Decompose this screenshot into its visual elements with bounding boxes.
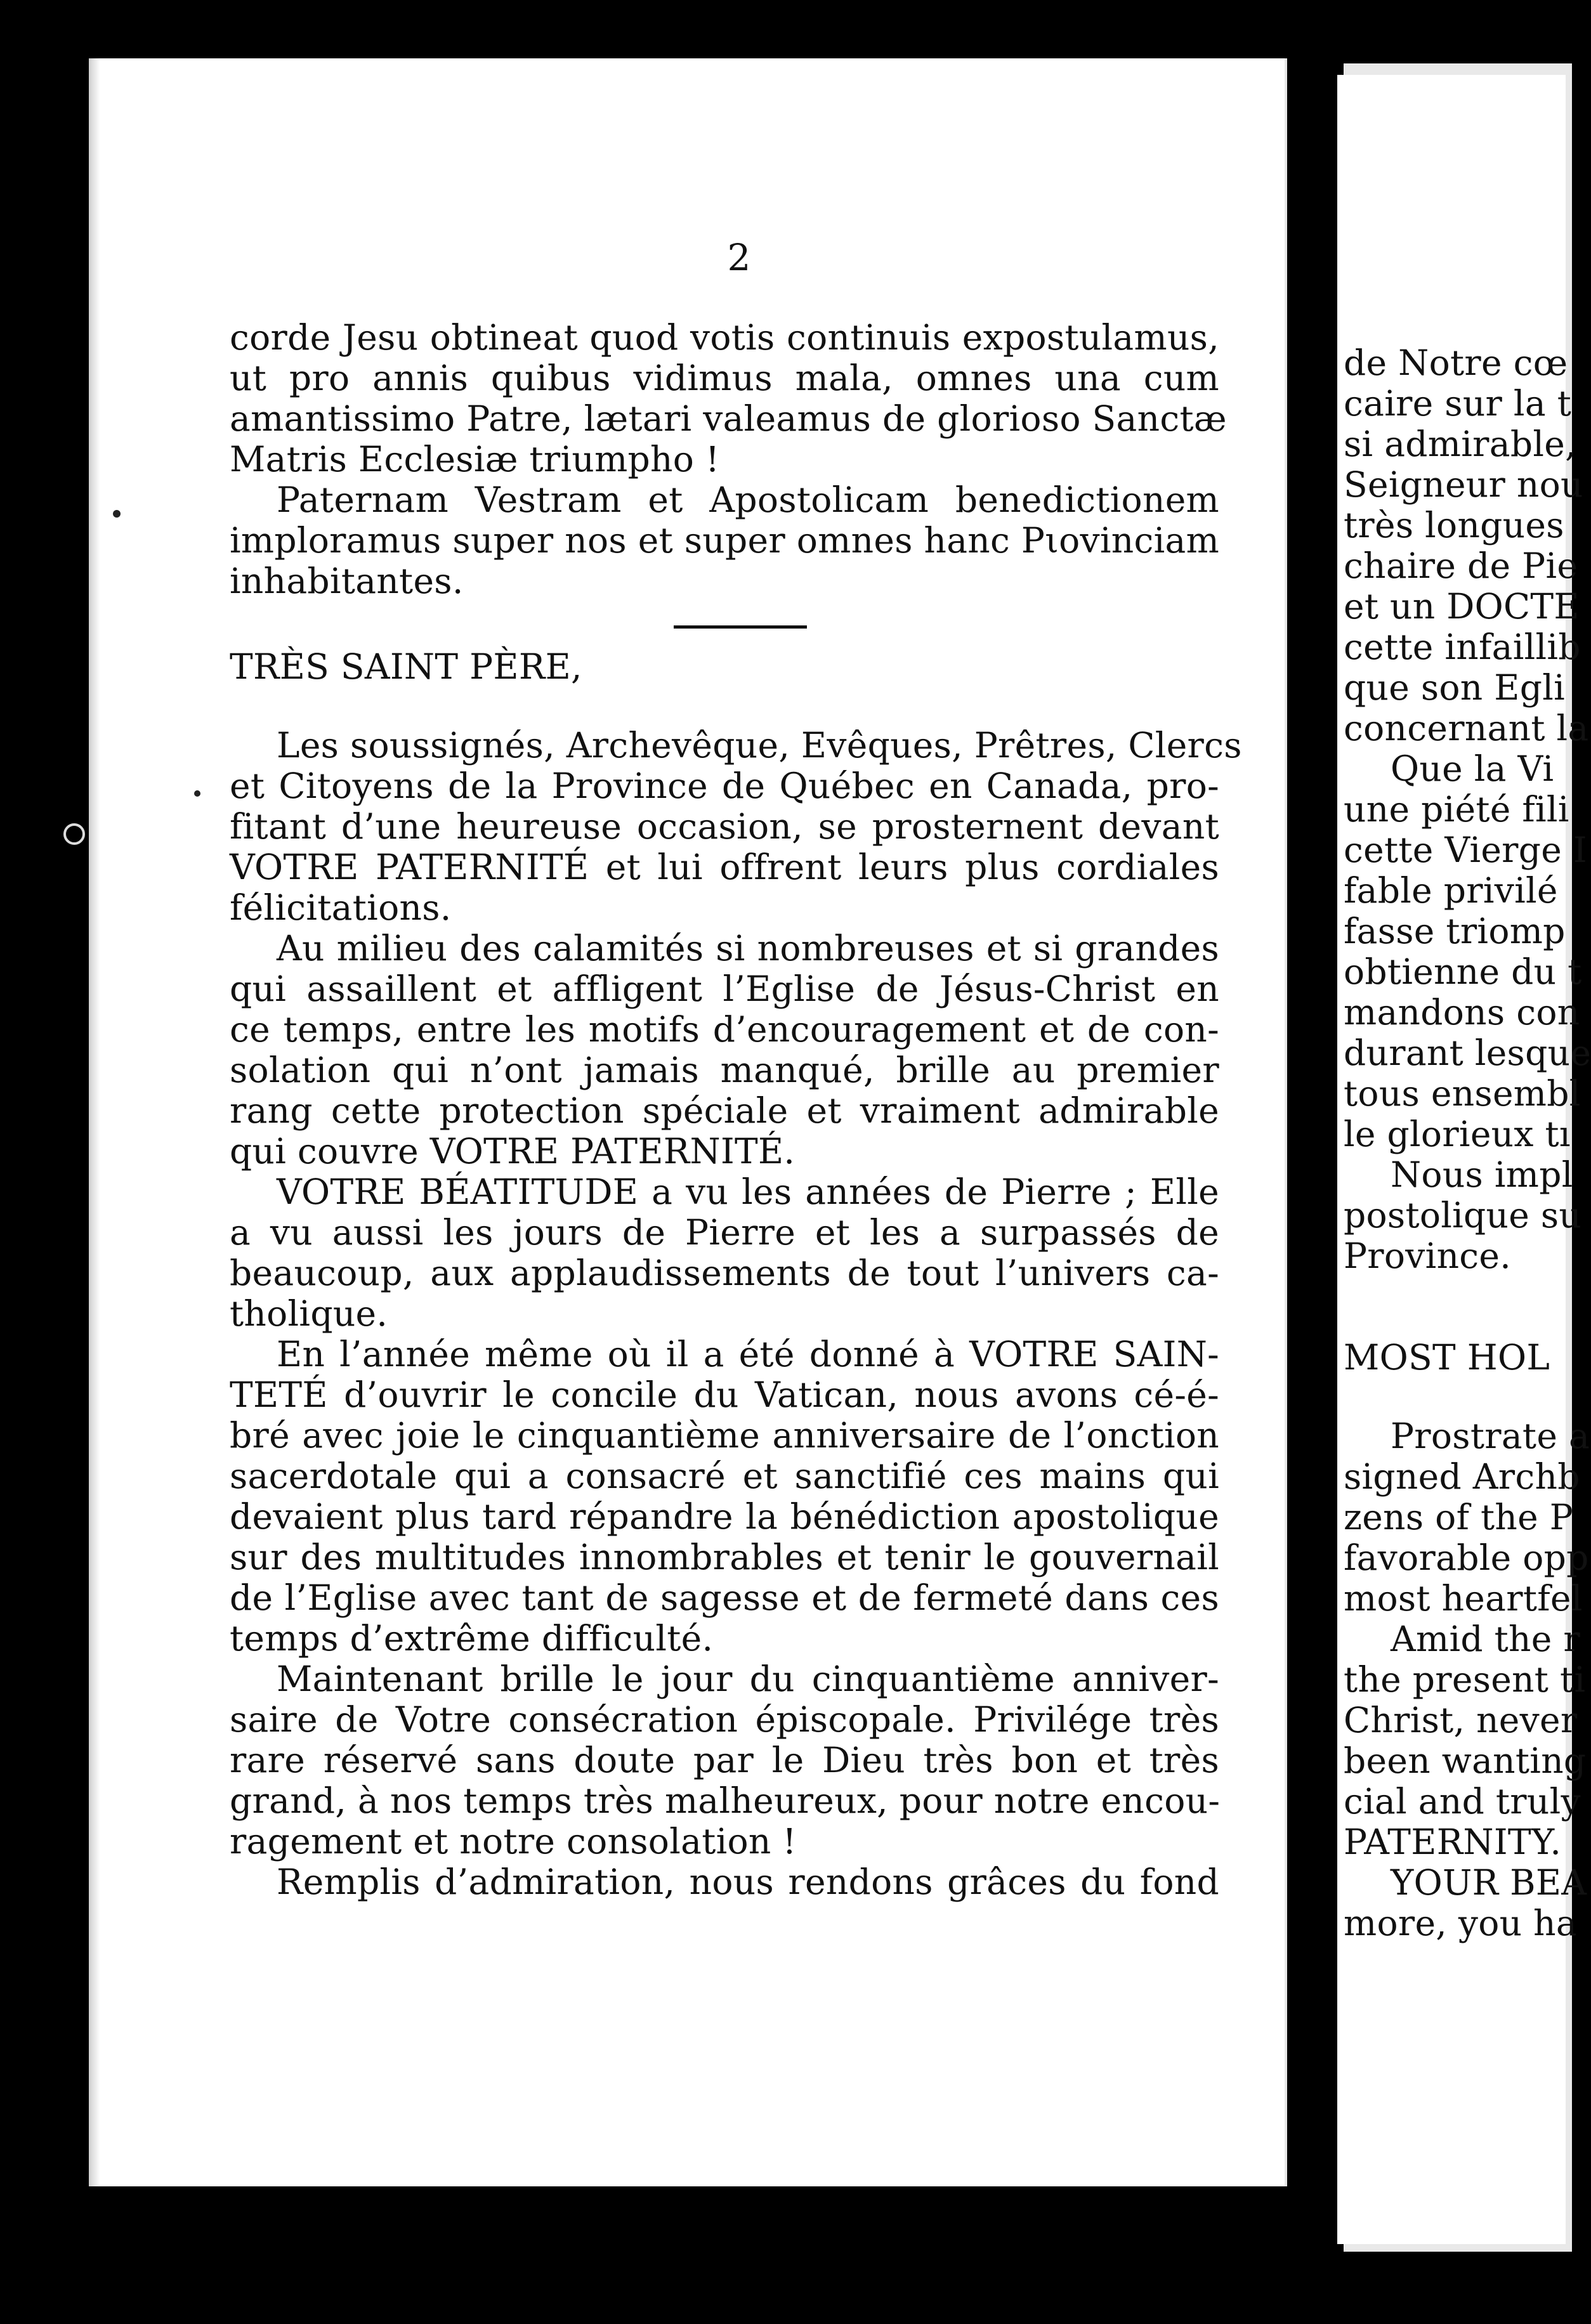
text-line: Province.: [1344, 1236, 1512, 1276]
text-line: sur des multitudes innombrables et tenir le gouvernail: [230, 1537, 1219, 1577]
text-line: grand, à nos temps très malheureux, pour notre encou-: [230, 1780, 1221, 1821]
text-line: rang cette protection spéciale et vraiment admirable: [230, 1090, 1219, 1131]
text-line: Seigneur nou: [1344, 464, 1583, 505]
text-line: Au milieu des calamités si nombreuses et si grandes: [277, 928, 1219, 969]
text-line: TETÉ d’ouvrir le concile du Vatican, nous avons cé-é-: [230, 1374, 1219, 1415]
text-line: ce temps, entre les motifs d’encouragement et de con-: [230, 1009, 1219, 1050]
text-line: qui couvre VOTRE PATERNITÉ.: [230, 1131, 796, 1172]
margin-speck: [63, 823, 85, 845]
text-line: Maintenant brille le jour du cinquantième anniver-: [277, 1659, 1219, 1699]
text-line: obtienne du t: [1344, 951, 1582, 992]
text-line: a vu aussi les jours de Pierre et les a surpassés de: [230, 1212, 1219, 1253]
text-line: ut pro annis quibus vidimus mala, omnes una cum: [230, 358, 1219, 398]
text-line: Les soussignés, Archevêque, Evêques, Prêtres, Clercs: [277, 725, 1242, 766]
text-line: fable privilé: [1344, 870, 1558, 911]
text-line: mandons con: [1344, 992, 1580, 1033]
text-line: félicitations.: [230, 887, 452, 928]
section-heading: TRÈS SAINT PÈRE,: [230, 646, 582, 687]
text-line: inhabitantes.: [230, 561, 464, 601]
text-line: tholique.: [230, 1293, 388, 1334]
text-line: corde Jesu obtineat quod votis continuis expostulamus,: [230, 317, 1219, 358]
text-line: imploramus super nos et super omnes hanc Pιovinciam: [230, 520, 1220, 561]
text-line: chaire de Pie: [1344, 545, 1578, 586]
text-line: et Citoyens de la Province de Québec en Canada, pro-: [230, 766, 1219, 806]
section-rule: [674, 625, 807, 629]
text-line: zens of the P: [1344, 1497, 1574, 1537]
text-line: caire sur la t: [1344, 383, 1572, 424]
text-line: rare réservé sans doute par le Dieu très bon et très: [230, 1740, 1219, 1780]
text-line: une piété fili: [1344, 789, 1569, 830]
text-line: favorable opp: [1344, 1537, 1589, 1578]
text-line: Christ, never: [1344, 1700, 1578, 1740]
section-gap: [1344, 1276, 1547, 1337]
text-line: temps d’extrême difficulté.: [230, 1618, 714, 1659]
text-line: fitant d’une heureuse occasion, se prosternent devant: [230, 806, 1219, 847]
text-line: Paternam Vestram et Apostolicam benedictionem: [277, 480, 1219, 520]
text-line: bré avec joie le cinquantième anniversaire de l’onction: [230, 1415, 1219, 1456]
text-line: très longues: [1344, 505, 1564, 545]
margin-speck: [113, 510, 121, 518]
text-line: VOTRE PATERNITÉ et lui offrent leurs plus cordiales: [230, 847, 1219, 887]
text-line: ragement et notre consolation !: [230, 1821, 797, 1862]
text-line: que son Egli: [1344, 667, 1566, 708]
text-line: sacerdotale qui a consacré et sanctifié ces mains qui: [230, 1456, 1219, 1496]
margin-speck: [194, 790, 200, 797]
text-line: de Notre cœ: [1344, 343, 1568, 383]
text-line: qui assaillent et affligent l’Eglise de Jésus-Christ en: [230, 969, 1219, 1009]
text-line: more, you ha: [1344, 1903, 1577, 1943]
text-line: most heartfel: [1344, 1578, 1583, 1619]
text-line: Amid the r: [1391, 1619, 1581, 1659]
text-line: Nous impl: [1391, 1154, 1573, 1195]
left-page-text: [230, 317, 1242, 1902]
text-line: Matris Ecclesiæ triumpho !: [230, 439, 720, 480]
text-line: PATERNITY.: [1344, 1822, 1562, 1862]
text-line: postolique su: [1344, 1195, 1582, 1236]
text-line: saire de Votre consécration épiscopale. Privilége très: [230, 1699, 1219, 1740]
text-line: cette infaillib: [1344, 627, 1581, 667]
text-line: concernant la: [1344, 708, 1589, 748]
text-line: fasse triomp: [1344, 911, 1566, 951]
text-line: le glorieux tı: [1344, 1114, 1571, 1154]
text-line: cial and truly: [1344, 1781, 1581, 1822]
text-line: En l’année même où il a été donné à VOTRE SAIN-: [277, 1334, 1219, 1374]
text-line: been wanting: [1344, 1740, 1587, 1781]
paragraph-gap: [1344, 1378, 1547, 1416]
text-line: solation qui n’ont jamais manqué, brille au premier: [230, 1050, 1219, 1090]
text-line: Que la Vi: [1391, 748, 1554, 789]
text-line: amantissimo Patre, lætari valeamus de glorioso Sanctæ: [230, 398, 1227, 439]
right-page-text: [1344, 343, 1591, 1943]
text-line: de l’Eglise avec tant de sagesse et de fermeté dans ces: [230, 1577, 1219, 1618]
text-line: Remplis d’admiration, nous rendons grâces du fond: [277, 1862, 1219, 1902]
text-line: the present ti: [1344, 1659, 1586, 1700]
text-line: Prostrate a: [1391, 1416, 1590, 1456]
paragraph-gap: [230, 687, 1219, 725]
text-line: tous ensembl: [1344, 1073, 1581, 1114]
section-heading: MOST HOL: [1344, 1337, 1550, 1378]
text-line: si admirable,: [1344, 424, 1576, 464]
text-line: devaient plus tard répandre la bénédiction apostolique: [230, 1496, 1219, 1537]
text-line: VOTRE BÉATITUDE a vu les années de Pierre ; Elle: [277, 1172, 1219, 1212]
text-line: beaucoup, aux applaudissements de tout l’univers ca-: [230, 1253, 1219, 1293]
text-line: signed Archb: [1344, 1456, 1580, 1497]
text-line: cette Vierge I: [1344, 830, 1587, 870]
text-line: YOUR BEA: [1391, 1862, 1587, 1903]
text-line: et un DOCTE: [1344, 586, 1580, 627]
page-number: 2: [727, 236, 751, 279]
text-line: durant lesque: [1344, 1033, 1591, 1073]
